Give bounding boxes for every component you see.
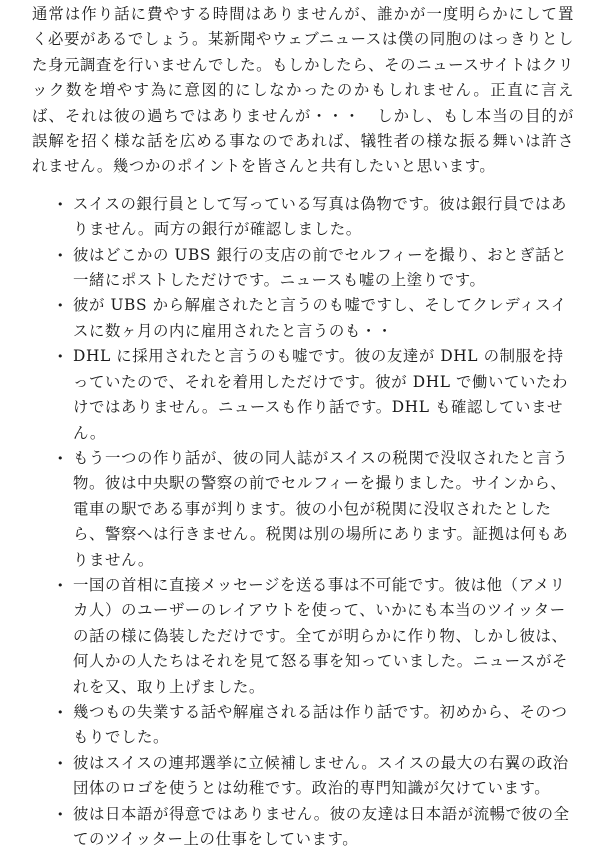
bullet-icon: • [57, 705, 65, 719]
list-item-text: 彼が UBS から解雇されたと言うのも嘘ですし、そしてクレディスイスに数ヶ月の内に雇用されたと言うのも・・ [73, 296, 567, 340]
list-item-text: スイスの銀行員として写っている写真は偽物です。彼は銀行員ではありません。両方の銀行が確認しました。 [73, 194, 568, 239]
list-item-text: 幾つもの失業する話や解雇される話は作り話です。初めから、そのつもりでした。 [73, 702, 568, 747]
bullet-icon: • [57, 756, 65, 770]
bullet-icon: • [57, 807, 65, 821]
list-item [57, 751, 574, 802]
list-item-text: もう一つの作り話が、彼の同人誌がスイスの税関で没収されたと言う物。彼は中央駅の警察の前でセルフィーを撮りました。サインから、電車の駅である事が判ります。彼の小包が税関に没収されたとしたら、警察へは行きません。税関は別の場所にあります。証拠は何もありません。 [73, 448, 569, 569]
points-list [32, 192, 574, 852]
bullet-icon: • [57, 197, 65, 211]
list-item [57, 802, 574, 852]
list-item-text: 彼はどこかの UBS 銀行の支店の前でセルフィーを撮り、おとぎ話と一緒にポストしただけです。ニュースも嘘の上塗りです。 [73, 245, 568, 290]
bullet-icon: • [57, 248, 65, 262]
list-item-text: 彼はスイスの連邦選挙に立候補しません。スイスの最大の右翼の政治団体のロゴを使うとは幼稚です。政治的専門知識が欠けています。 [73, 753, 569, 798]
list-item [57, 243, 574, 294]
list-item [57, 344, 574, 446]
list-item [57, 446, 574, 573]
list-item-text: 彼は日本語が得意ではありません。彼の友達は日本語が流暢で彼の全てのツイッター上の仕事をしています。 [73, 804, 570, 848]
bullet-icon: • [57, 451, 65, 465]
intro-paragraph: 通常は作り話に費やする時間はありませんが、誰かが一度明らかにして置く必要があるでしょう。某新聞やウェブニュースは僕の同胞のはっきりとした身元調査を行いませんでした。もしかしたら、そのニュースサイトはクリック数を増やす為に意図的にしなかったのかもしれません。正直に言えば、それは彼の過ちではありませんが・・・ しかし、もし本当の目的が誤解を招く様な話を広める事なのであれば、犠牲者の様な振る舞いは許されません。幾つかのポイントを皆さんと共有したいと思います。 [32, 5, 574, 176]
list-item-text: DHL に採用されたと言うのも嘘です。彼の友達が DHL の制服を持っていたので、それを着用しただけです。彼が DHL で働いていたわけではありません。ニュースも作り話です。DHL も確認していません。 [73, 347, 568, 442]
list-item [57, 700, 574, 751]
list-item-text: 一国の首相に直接メッセージを送る事は不可能です。彼は他（アメリカ人）のユーザーのレイアウトを使って、いかにも本当のツイッターの話の様に偽装しただけです。全てが明らかに作り物、しかし彼は、何人かの人たちはそれを見て怒る事を知っていました。ニュースがそれを又、取り上げました。 [73, 575, 568, 696]
bullet-icon: • [57, 350, 65, 364]
bullet-icon: • [57, 299, 65, 313]
bullet-icon: • [57, 578, 65, 592]
list-item [57, 192, 574, 243]
list-item [57, 293, 574, 344]
list-item [57, 573, 574, 700]
